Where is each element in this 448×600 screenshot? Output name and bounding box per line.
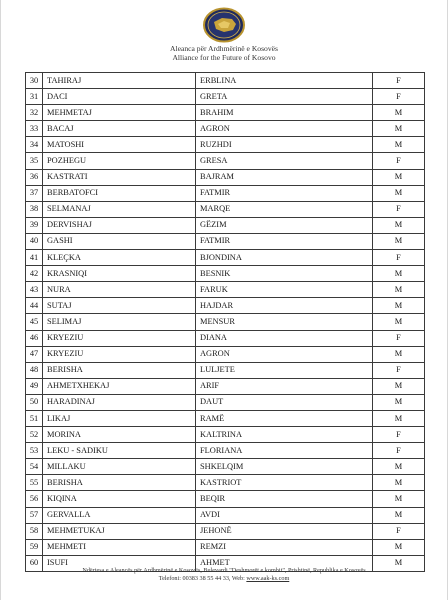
table-row: [26, 378, 425, 394]
table-row: [26, 427, 425, 443]
table-row: [26, 105, 425, 121]
first-name-cell: AVDI: [196, 507, 373, 523]
footer-phone: Telefoni: 00383 38 55 44 33, Web:: [158, 575, 247, 582]
row-number: 39: [26, 217, 43, 233]
org-name-english: Alliance for the Future of Kosovo: [172, 53, 276, 62]
gender-cell: M: [373, 105, 425, 121]
last-name-cell: MEHMETAJ: [43, 105, 196, 121]
last-name-cell: DACI: [43, 89, 196, 105]
last-name-cell: SUTAJ: [43, 298, 196, 314]
row-number: 59: [26, 539, 43, 555]
first-name-cell: BEQIR: [196, 491, 373, 507]
row-number: 32: [26, 105, 43, 121]
row-number: 31: [26, 89, 43, 105]
last-name-cell: BERBATOFCI: [43, 185, 196, 201]
table-row: [26, 362, 425, 378]
last-name-cell: DERVISHAJ: [43, 217, 196, 233]
first-name-cell: KALTRINA: [196, 427, 373, 443]
row-number: 41: [26, 250, 43, 266]
first-name-cell: AHMET: [196, 555, 373, 571]
gender-cell: M: [373, 491, 425, 507]
table-row: [26, 185, 425, 201]
last-name-cell: MORINA: [43, 427, 196, 443]
gender-cell: M: [373, 217, 425, 233]
last-name-cell: KRYEZIU: [43, 330, 196, 346]
first-name-cell: AGRON: [196, 121, 373, 137]
last-name-cell: KRYEZIU: [43, 346, 196, 362]
last-name-cell: BERISHA: [43, 475, 196, 491]
last-name-cell: SELIMAJ: [43, 314, 196, 330]
table-row: [26, 443, 425, 459]
last-name-cell: KRASNIQI: [43, 266, 196, 282]
last-name-cell: KLEÇKA: [43, 250, 196, 266]
last-name-cell: GASHI: [43, 233, 196, 249]
row-number: 33: [26, 121, 43, 137]
gender-cell: M: [373, 410, 425, 426]
last-name-cell: BACAJ: [43, 121, 196, 137]
gender-cell: F: [373, 89, 425, 105]
first-name-cell: GRETA: [196, 89, 373, 105]
table-row: [26, 282, 425, 298]
table-row: [26, 89, 425, 105]
row-number: 47: [26, 346, 43, 362]
gender-cell: F: [373, 427, 425, 443]
last-name-cell: ISUFI: [43, 555, 196, 571]
first-name-cell: RUZHDI: [196, 137, 373, 153]
gender-cell: M: [373, 282, 425, 298]
row-number: 51: [26, 410, 43, 426]
table-row: [26, 233, 425, 249]
gender-cell: M: [373, 378, 425, 394]
row-number: 43: [26, 282, 43, 298]
org-name-albanian: Aleanca për Ardhmërinë e Kosovës: [170, 44, 278, 53]
first-name-cell: MARQE: [196, 201, 373, 217]
gender-cell: M: [373, 185, 425, 201]
table-row: [26, 250, 425, 266]
gender-cell: M: [373, 394, 425, 410]
table-row: [26, 330, 425, 346]
first-name-cell: DIANA: [196, 330, 373, 346]
first-name-cell: ARIF: [196, 378, 373, 394]
table-row: [26, 153, 425, 169]
row-number: 48: [26, 362, 43, 378]
gender-cell: M: [373, 169, 425, 185]
first-name-cell: REMZI: [196, 539, 373, 555]
last-name-cell: AHMETXHEKAJ: [43, 378, 196, 394]
first-name-cell: FATMIR: [196, 185, 373, 201]
row-number: 40: [26, 233, 43, 249]
table-row: [26, 507, 425, 523]
row-number: 45: [26, 314, 43, 330]
last-name-cell: MEHMETI: [43, 539, 196, 555]
last-name-cell: SELMANAJ: [43, 201, 196, 217]
last-name-cell: MILLAKU: [43, 459, 196, 475]
first-name-cell: SHKELQIM: [196, 459, 373, 475]
last-name-cell: POZHEGU: [43, 153, 196, 169]
first-name-cell: JEHONË: [196, 523, 373, 539]
row-number: 37: [26, 185, 43, 201]
gender-cell: M: [373, 121, 425, 137]
gender-cell: M: [373, 539, 425, 555]
footer-web-link[interactable]: www.aak-ks.com: [246, 575, 290, 582]
gender-cell: M: [373, 137, 425, 153]
first-name-cell: FLORIANA: [196, 443, 373, 459]
gender-cell: F: [373, 443, 425, 459]
table-row: [26, 523, 425, 539]
gender-cell: M: [373, 459, 425, 475]
last-name-cell: KASTRATI: [43, 169, 196, 185]
row-number: 30: [26, 73, 43, 89]
gender-cell: M: [373, 555, 425, 571]
first-name-cell: BAJRAM: [196, 169, 373, 185]
first-name-cell: RAMË: [196, 410, 373, 426]
table-row: [26, 394, 425, 410]
gender-cell: F: [373, 330, 425, 346]
first-name-cell: AGRON: [196, 346, 373, 362]
last-name-cell: TAHIRAJ: [43, 73, 196, 89]
row-number: 58: [26, 523, 43, 539]
first-name-cell: GËZIM: [196, 217, 373, 233]
gender-cell: F: [373, 250, 425, 266]
row-number: 49: [26, 378, 43, 394]
table-row: [26, 137, 425, 153]
last-name-cell: LEKU - SADIKU: [43, 443, 196, 459]
table-row: [26, 217, 425, 233]
row-number: 53: [26, 443, 43, 459]
row-number: 54: [26, 459, 43, 475]
row-number: 52: [26, 427, 43, 443]
gender-cell: M: [373, 266, 425, 282]
table-row: [26, 314, 425, 330]
aak-emblem-icon: [202, 6, 246, 44]
candidate-table-body: [26, 73, 425, 572]
first-name-cell: FARUK: [196, 282, 373, 298]
first-name-cell: MENSUR: [196, 314, 373, 330]
row-number: 34: [26, 137, 43, 153]
row-number: 35: [26, 153, 43, 169]
candidate-table: [25, 72, 425, 572]
row-number: 60: [26, 555, 43, 571]
gender-cell: M: [373, 507, 425, 523]
first-name-cell: DAUT: [196, 394, 373, 410]
row-number: 42: [26, 266, 43, 282]
last-name-cell: HARADINAJ: [43, 394, 196, 410]
row-number: 44: [26, 298, 43, 314]
table-row: [26, 169, 425, 185]
first-name-cell: BJONDINA: [196, 250, 373, 266]
last-name-cell: MATOSHI: [43, 137, 196, 153]
gender-cell: F: [373, 201, 425, 217]
table-row: [26, 298, 425, 314]
table-row: [26, 539, 425, 555]
page-footer: [0, 567, 448, 583]
row-number: 36: [26, 169, 43, 185]
gender-cell: F: [373, 362, 425, 378]
gender-cell: F: [373, 523, 425, 539]
footer-contact: [0, 575, 448, 583]
last-name-cell: GERVALLA: [43, 507, 196, 523]
row-number: 46: [26, 330, 43, 346]
table-row: [26, 491, 425, 507]
last-name-cell: NURA: [43, 282, 196, 298]
table-row: [26, 459, 425, 475]
table-row: [26, 475, 425, 491]
row-number: 57: [26, 507, 43, 523]
table-row: [26, 201, 425, 217]
table-row: [26, 121, 425, 137]
first-name-cell: HAJDAR: [196, 298, 373, 314]
gender-cell: M: [373, 314, 425, 330]
first-name-cell: KASTRIOT: [196, 475, 373, 491]
last-name-cell: BERISHA: [43, 362, 196, 378]
first-name-cell: GRESA: [196, 153, 373, 169]
row-number: 55: [26, 475, 43, 491]
first-name-cell: BESNIK: [196, 266, 373, 282]
footer-address: Ndërtesa e Aleancës për Ardhmërinë e Kosovës, Bulevardi "Deshmorët e kombit", Prishtinë, Republika e Kosovës: [82, 567, 366, 574]
row-number: 56: [26, 491, 43, 507]
first-name-cell: BRAHIM: [196, 105, 373, 121]
table-row: [26, 346, 425, 362]
gender-cell: F: [373, 73, 425, 89]
letterhead: [0, 6, 448, 62]
last-name-cell: KIQINA: [43, 491, 196, 507]
first-name-cell: ERBLINA: [196, 73, 373, 89]
gender-cell: M: [373, 346, 425, 362]
row-number: 38: [26, 201, 43, 217]
row-number: 50: [26, 394, 43, 410]
first-name-cell: FATMIR: [196, 233, 373, 249]
gender-cell: M: [373, 298, 425, 314]
last-name-cell: LIKAJ: [43, 410, 196, 426]
last-name-cell: MEHMETUKAJ: [43, 523, 196, 539]
gender-cell: M: [373, 233, 425, 249]
table-row: [26, 73, 425, 89]
gender-cell: F: [373, 153, 425, 169]
first-name-cell: LULJETE: [196, 362, 373, 378]
table-row: [26, 266, 425, 282]
table-row: [26, 410, 425, 426]
gender-cell: M: [373, 475, 425, 491]
